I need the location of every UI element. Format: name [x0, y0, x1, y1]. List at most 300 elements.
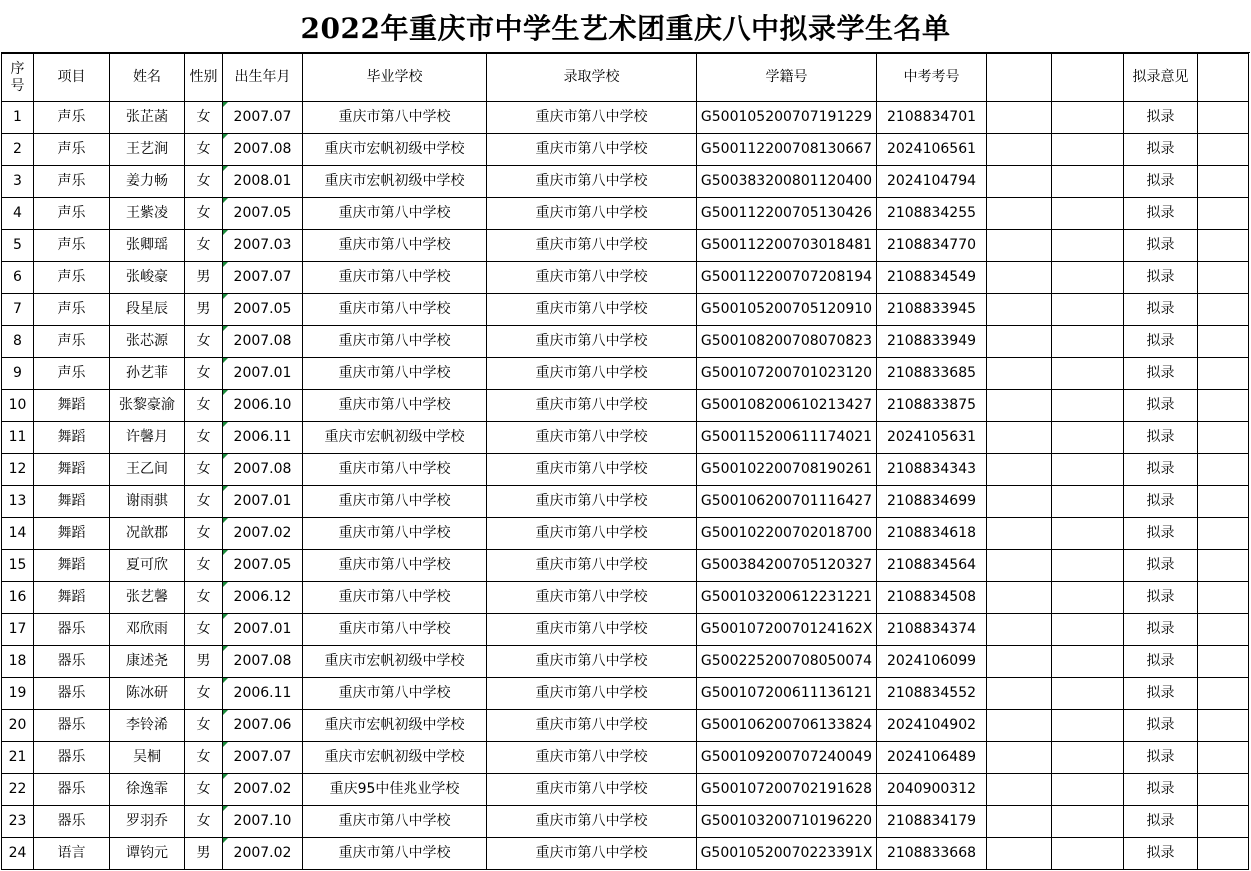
- cell-student-id[interactable]: G500102200708190261: [697, 454, 877, 486]
- cell-no[interactable]: 12: [2, 454, 34, 486]
- cell-name[interactable]: 王乙间: [110, 454, 185, 486]
- cell-empty-1[interactable]: [987, 614, 1052, 646]
- cell-project[interactable]: 舞蹈: [34, 550, 110, 582]
- cell-no[interactable]: 15: [2, 550, 34, 582]
- cell-exam-id[interactable]: 2108834770: [877, 230, 987, 262]
- cell-no[interactable]: 11: [2, 422, 34, 454]
- cell-empty-1[interactable]: [987, 774, 1052, 806]
- cell-student-id[interactable]: G500106200706133824: [697, 710, 877, 742]
- cell-birth[interactable]: 2007.06: [223, 710, 303, 742]
- cell-name[interactable]: 陈冰研: [110, 678, 185, 710]
- cell-empty-3[interactable]: [1198, 390, 1249, 422]
- cell-student-id[interactable]: G500109200707240049: [697, 742, 877, 774]
- cell-opinion[interactable]: 拟录: [1124, 102, 1198, 134]
- cell-gender[interactable]: 女: [185, 454, 223, 486]
- cell-exam-id[interactable]: 2024106489: [877, 742, 987, 774]
- cell-empty-3[interactable]: [1198, 294, 1249, 326]
- cell-empty-3[interactable]: [1198, 710, 1249, 742]
- cell-opinion[interactable]: 拟录: [1124, 646, 1198, 678]
- cell-empty-1[interactable]: [987, 358, 1052, 390]
- cell-empty-2[interactable]: [1052, 198, 1124, 230]
- header-cell-name[interactable]: 姓名: [110, 54, 185, 102]
- header-cell-gender[interactable]: 性别: [185, 54, 223, 102]
- cell-opinion[interactable]: 拟录: [1124, 326, 1198, 358]
- cell-student-id[interactable]: G500383200801120400: [697, 166, 877, 198]
- cell-empty-2[interactable]: [1052, 262, 1124, 294]
- header-cell-empty-2[interactable]: [1052, 54, 1124, 102]
- cell-name[interactable]: 许馨月: [110, 422, 185, 454]
- cell-grad-school[interactable]: 重庆市宏帆初级中学校: [303, 422, 487, 454]
- cell-birth[interactable]: 2007.08: [223, 454, 303, 486]
- cell-project[interactable]: 器乐: [34, 774, 110, 806]
- cell-empty-2[interactable]: [1052, 102, 1124, 134]
- cell-empty-2[interactable]: [1052, 550, 1124, 582]
- cell-admit-school[interactable]: 重庆市第八中学校: [487, 358, 697, 390]
- cell-birth[interactable]: 2007.08: [223, 134, 303, 166]
- cell-empty-1[interactable]: [987, 518, 1052, 550]
- cell-empty-3[interactable]: [1198, 102, 1249, 134]
- cell-no[interactable]: 1: [2, 102, 34, 134]
- cell-gender[interactable]: 女: [185, 166, 223, 198]
- cell-name[interactable]: 张艺馨: [110, 582, 185, 614]
- cell-exam-id[interactable]: 2108833949: [877, 326, 987, 358]
- cell-no[interactable]: 21: [2, 742, 34, 774]
- cell-empty-3[interactable]: [1198, 678, 1249, 710]
- cell-empty-1[interactable]: [987, 422, 1052, 454]
- header-cell-exam-id[interactable]: 中考考号: [877, 54, 987, 102]
- cell-admit-school[interactable]: 重庆市第八中学校: [487, 102, 697, 134]
- cell-project[interactable]: 舞蹈: [34, 486, 110, 518]
- cell-empty-3[interactable]: [1198, 358, 1249, 390]
- cell-empty-2[interactable]: [1052, 742, 1124, 774]
- cell-empty-3[interactable]: [1198, 422, 1249, 454]
- cell-gender[interactable]: 女: [185, 678, 223, 710]
- cell-empty-2[interactable]: [1052, 806, 1124, 838]
- cell-opinion[interactable]: 拟录: [1124, 806, 1198, 838]
- cell-exam-id[interactable]: 2108834179: [877, 806, 987, 838]
- cell-empty-1[interactable]: [987, 454, 1052, 486]
- cell-no[interactable]: 19: [2, 678, 34, 710]
- cell-opinion[interactable]: 拟录: [1124, 614, 1198, 646]
- cell-no[interactable]: 18: [2, 646, 34, 678]
- cell-exam-id[interactable]: 2108834508: [877, 582, 987, 614]
- cell-name[interactable]: 张黎豪渝: [110, 390, 185, 422]
- header-cell-empty-3[interactable]: [1198, 54, 1249, 102]
- cell-exam-id[interactable]: 2024106561: [877, 134, 987, 166]
- cell-gender[interactable]: 男: [185, 294, 223, 326]
- cell-grad-school[interactable]: 重庆市第八中学校: [303, 486, 487, 518]
- cell-gender[interactable]: 女: [185, 582, 223, 614]
- cell-empty-2[interactable]: [1052, 390, 1124, 422]
- cell-student-id[interactable]: G500112200708130667: [697, 134, 877, 166]
- cell-exam-id[interactable]: 2024104794: [877, 166, 987, 198]
- cell-empty-1[interactable]: [987, 582, 1052, 614]
- cell-grad-school[interactable]: 重庆市宏帆初级中学校: [303, 646, 487, 678]
- cell-opinion[interactable]: 拟录: [1124, 262, 1198, 294]
- cell-project[interactable]: 舞蹈: [34, 518, 110, 550]
- cell-admit-school[interactable]: 重庆市第八中学校: [487, 230, 697, 262]
- header-cell-project[interactable]: 项目: [34, 54, 110, 102]
- cell-project[interactable]: 器乐: [34, 806, 110, 838]
- cell-admit-school[interactable]: 重庆市第八中学校: [487, 326, 697, 358]
- cell-exam-id[interactable]: 2108834618: [877, 518, 987, 550]
- cell-no[interactable]: 17: [2, 614, 34, 646]
- cell-gender[interactable]: 女: [185, 774, 223, 806]
- cell-exam-id[interactable]: 2024106099: [877, 646, 987, 678]
- cell-gender[interactable]: 女: [185, 134, 223, 166]
- cell-gender[interactable]: 女: [185, 742, 223, 774]
- cell-opinion[interactable]: 拟录: [1124, 198, 1198, 230]
- cell-admit-school[interactable]: 重庆市第八中学校: [487, 294, 697, 326]
- cell-project[interactable]: 器乐: [34, 614, 110, 646]
- cell-empty-2[interactable]: [1052, 294, 1124, 326]
- header-cell-no[interactable]: [2, 54, 34, 102]
- cell-no[interactable]: 23: [2, 806, 34, 838]
- cell-project[interactable]: 声乐: [34, 358, 110, 390]
- cell-exam-id[interactable]: 2108834552: [877, 678, 987, 710]
- cell-project[interactable]: 声乐: [34, 294, 110, 326]
- cell-opinion[interactable]: 拟录: [1124, 518, 1198, 550]
- cell-admit-school[interactable]: 重庆市第八中学校: [487, 454, 697, 486]
- cell-gender[interactable]: 女: [185, 198, 223, 230]
- cell-empty-1[interactable]: [987, 390, 1052, 422]
- cell-name[interactable]: 夏可欣: [110, 550, 185, 582]
- cell-project[interactable]: 器乐: [34, 646, 110, 678]
- cell-no[interactable]: 4: [2, 198, 34, 230]
- cell-project[interactable]: 器乐: [34, 678, 110, 710]
- cell-name[interactable]: 吴桐: [110, 742, 185, 774]
- cell-student-id[interactable]: G500105200705120910: [697, 294, 877, 326]
- cell-project[interactable]: 声乐: [34, 262, 110, 294]
- header-cell-grad-school[interactable]: 毕业学校: [303, 54, 487, 102]
- cell-student-id[interactable]: G500103200612231221: [697, 582, 877, 614]
- cell-exam-id[interactable]: 2108833685: [877, 358, 987, 390]
- cell-opinion[interactable]: 拟录: [1124, 582, 1198, 614]
- cell-name[interactable]: 姜力畅: [110, 166, 185, 198]
- cell-empty-2[interactable]: [1052, 646, 1124, 678]
- cell-admit-school[interactable]: 重庆市第八中学校: [487, 742, 697, 774]
- cell-name[interactable]: 谭钧元: [110, 838, 185, 870]
- cell-empty-2[interactable]: [1052, 358, 1124, 390]
- cell-grad-school[interactable]: 重庆市第八中学校: [303, 454, 487, 486]
- cell-opinion[interactable]: 拟录: [1124, 550, 1198, 582]
- cell-name[interactable]: 李铃浠: [110, 710, 185, 742]
- cell-project[interactable]: 声乐: [34, 102, 110, 134]
- cell-project[interactable]: 器乐: [34, 742, 110, 774]
- cell-student-id[interactable]: G500102200702018700: [697, 518, 877, 550]
- cell-no[interactable]: 2: [2, 134, 34, 166]
- cell-empty-1[interactable]: [987, 134, 1052, 166]
- cell-gender[interactable]: 女: [185, 614, 223, 646]
- cell-project[interactable]: 声乐: [34, 326, 110, 358]
- cell-exam-id[interactable]: 2040900312: [877, 774, 987, 806]
- cell-empty-2[interactable]: [1052, 326, 1124, 358]
- cell-empty-1[interactable]: [987, 294, 1052, 326]
- cell-opinion[interactable]: 拟录: [1124, 390, 1198, 422]
- cell-empty-3[interactable]: [1198, 614, 1249, 646]
- cell-grad-school[interactable]: 重庆市第八中学校: [303, 518, 487, 550]
- cell-no[interactable]: 6: [2, 262, 34, 294]
- cell-empty-1[interactable]: [987, 230, 1052, 262]
- cell-opinion[interactable]: 拟录: [1124, 358, 1198, 390]
- cell-student-id[interactable]: G500225200708050074: [697, 646, 877, 678]
- cell-empty-3[interactable]: [1198, 742, 1249, 774]
- cell-student-id[interactable]: G500106200701116427: [697, 486, 877, 518]
- cell-exam-id[interactable]: 2108834343: [877, 454, 987, 486]
- cell-gender[interactable]: 女: [185, 486, 223, 518]
- cell-empty-3[interactable]: [1198, 198, 1249, 230]
- cell-empty-2[interactable]: [1052, 422, 1124, 454]
- cell-name[interactable]: 谢雨骐: [110, 486, 185, 518]
- cell-birth[interactable]: 2007.01: [223, 358, 303, 390]
- cell-empty-3[interactable]: [1198, 134, 1249, 166]
- cell-opinion[interactable]: 拟录: [1124, 134, 1198, 166]
- cell-birth[interactable]: 2007.02: [223, 518, 303, 550]
- cell-empty-3[interactable]: [1198, 582, 1249, 614]
- cell-gender[interactable]: 女: [185, 102, 223, 134]
- cell-opinion[interactable]: 拟录: [1124, 710, 1198, 742]
- cell-gender[interactable]: 男: [185, 646, 223, 678]
- cell-exam-id[interactable]: 2108834701: [877, 102, 987, 134]
- cell-opinion[interactable]: 拟录: [1124, 742, 1198, 774]
- cell-project[interactable]: 舞蹈: [34, 582, 110, 614]
- cell-no[interactable]: 5: [2, 230, 34, 262]
- cell-empty-1[interactable]: [987, 262, 1052, 294]
- cell-student-id[interactable]: G500115200611174021: [697, 422, 877, 454]
- cell-opinion[interactable]: 拟录: [1124, 838, 1198, 870]
- cell-student-id[interactable]: G500112200703018481: [697, 230, 877, 262]
- cell-empty-2[interactable]: [1052, 838, 1124, 870]
- cell-grad-school[interactable]: 重庆市宏帆初级中学校: [303, 166, 487, 198]
- cell-gender[interactable]: 女: [185, 358, 223, 390]
- cell-student-id[interactable]: G50010520070223391X: [697, 838, 877, 870]
- cell-grad-school[interactable]: 重庆市第八中学校: [303, 838, 487, 870]
- cell-student-id[interactable]: G500112200707208194: [697, 262, 877, 294]
- cell-opinion[interactable]: 拟录: [1124, 422, 1198, 454]
- cell-name[interactable]: 张芯源: [110, 326, 185, 358]
- cell-grad-school[interactable]: 重庆95中佳兆业学校: [303, 774, 487, 806]
- cell-birth[interactable]: 2007.07: [223, 262, 303, 294]
- cell-gender[interactable]: 女: [185, 806, 223, 838]
- cell-name[interactable]: 孙艺菲: [110, 358, 185, 390]
- cell-birth[interactable]: 2007.01: [223, 614, 303, 646]
- cell-gender[interactable]: 女: [185, 518, 223, 550]
- cell-birth[interactable]: 2007.03: [223, 230, 303, 262]
- cell-student-id[interactable]: G500108200610213427: [697, 390, 877, 422]
- cell-project[interactable]: 声乐: [34, 134, 110, 166]
- cell-empty-2[interactable]: [1052, 614, 1124, 646]
- cell-admit-school[interactable]: 重庆市第八中学校: [487, 774, 697, 806]
- cell-gender[interactable]: 男: [185, 838, 223, 870]
- cell-empty-2[interactable]: [1052, 582, 1124, 614]
- cell-grad-school[interactable]: 重庆市第八中学校: [303, 390, 487, 422]
- cell-grad-school[interactable]: 重庆市第八中学校: [303, 582, 487, 614]
- cell-grad-school[interactable]: 重庆市宏帆初级中学校: [303, 710, 487, 742]
- cell-gender[interactable]: 女: [185, 422, 223, 454]
- cell-name[interactable]: 罗羽乔: [110, 806, 185, 838]
- cell-birth[interactable]: 2006.11: [223, 422, 303, 454]
- cell-empty-3[interactable]: [1198, 646, 1249, 678]
- cell-no[interactable]: 10: [2, 390, 34, 422]
- cell-admit-school[interactable]: 重庆市第八中学校: [487, 582, 697, 614]
- cell-exam-id[interactable]: 2108833668: [877, 838, 987, 870]
- cell-exam-id[interactable]: 2108834374: [877, 614, 987, 646]
- cell-project[interactable]: 声乐: [34, 166, 110, 198]
- cell-admit-school[interactable]: 重庆市第八中学校: [487, 166, 697, 198]
- cell-admit-school[interactable]: 重庆市第八中学校: [487, 550, 697, 582]
- cell-empty-3[interactable]: [1198, 838, 1249, 870]
- cell-project[interactable]: 语言: [34, 838, 110, 870]
- cell-birth[interactable]: 2007.05: [223, 294, 303, 326]
- cell-grad-school[interactable]: 重庆市第八中学校: [303, 230, 487, 262]
- cell-grad-school[interactable]: 重庆市第八中学校: [303, 678, 487, 710]
- cell-birth[interactable]: 2007.10: [223, 806, 303, 838]
- cell-birth[interactable]: 2007.07: [223, 102, 303, 134]
- cell-grad-school[interactable]: 重庆市第八中学校: [303, 614, 487, 646]
- cell-opinion[interactable]: 拟录: [1124, 774, 1198, 806]
- cell-birth[interactable]: 2007.02: [223, 774, 303, 806]
- cell-birth[interactable]: 2007.05: [223, 550, 303, 582]
- cell-birth[interactable]: 2007.07: [223, 742, 303, 774]
- cell-no[interactable]: 16: [2, 582, 34, 614]
- cell-empty-2[interactable]: [1052, 710, 1124, 742]
- cell-project[interactable]: 声乐: [34, 198, 110, 230]
- cell-grad-school[interactable]: 重庆市第八中学校: [303, 550, 487, 582]
- cell-admit-school[interactable]: 重庆市第八中学校: [487, 198, 697, 230]
- cell-admit-school[interactable]: 重庆市第八中学校: [487, 518, 697, 550]
- cell-admit-school[interactable]: 重庆市第八中学校: [487, 390, 697, 422]
- cell-admit-school[interactable]: 重庆市第八中学校: [487, 646, 697, 678]
- cell-gender[interactable]: 女: [185, 550, 223, 582]
- cell-birth[interactable]: 2007.02: [223, 838, 303, 870]
- cell-gender[interactable]: 男: [185, 262, 223, 294]
- cell-no[interactable]: 7: [2, 294, 34, 326]
- header-cell-opinion[interactable]: 拟录意见: [1124, 54, 1198, 102]
- cell-project[interactable]: 舞蹈: [34, 390, 110, 422]
- cell-birth[interactable]: 2007.08: [223, 326, 303, 358]
- cell-no[interactable]: 24: [2, 838, 34, 870]
- cell-name[interactable]: 康述尧: [110, 646, 185, 678]
- cell-student-id[interactable]: G500108200708070823: [697, 326, 877, 358]
- cell-birth[interactable]: 2006.10: [223, 390, 303, 422]
- cell-empty-1[interactable]: [987, 646, 1052, 678]
- cell-exam-id[interactable]: 2108834564: [877, 550, 987, 582]
- cell-admit-school[interactable]: 重庆市第八中学校: [487, 486, 697, 518]
- cell-name[interactable]: 张芷菡: [110, 102, 185, 134]
- cell-empty-1[interactable]: [987, 678, 1052, 710]
- cell-exam-id[interactable]: 2108834549: [877, 262, 987, 294]
- cell-name[interactable]: 段星辰: [110, 294, 185, 326]
- cell-project[interactable]: 舞蹈: [34, 454, 110, 486]
- cell-empty-1[interactable]: [987, 166, 1052, 198]
- cell-grad-school[interactable]: 重庆市第八中学校: [303, 806, 487, 838]
- cell-empty-2[interactable]: [1052, 678, 1124, 710]
- cell-grad-school[interactable]: 重庆市第八中学校: [303, 102, 487, 134]
- cell-empty-3[interactable]: [1198, 166, 1249, 198]
- cell-student-id[interactable]: G500107200702191628: [697, 774, 877, 806]
- cell-empty-3[interactable]: [1198, 550, 1249, 582]
- cell-empty-3[interactable]: [1198, 262, 1249, 294]
- cell-empty-2[interactable]: [1052, 134, 1124, 166]
- cell-exam-id[interactable]: 2108833945: [877, 294, 987, 326]
- cell-name[interactable]: 张峻豪: [110, 262, 185, 294]
- cell-grad-school[interactable]: 重庆市宏帆初级中学校: [303, 742, 487, 774]
- cell-empty-2[interactable]: [1052, 230, 1124, 262]
- cell-birth[interactable]: 2007.01: [223, 486, 303, 518]
- cell-empty-1[interactable]: [987, 742, 1052, 774]
- cell-name[interactable]: 邓欣雨: [110, 614, 185, 646]
- cell-empty-1[interactable]: [987, 486, 1052, 518]
- cell-empty-1[interactable]: [987, 326, 1052, 358]
- cell-opinion[interactable]: 拟录: [1124, 294, 1198, 326]
- cell-empty-2[interactable]: [1052, 454, 1124, 486]
- cell-student-id[interactable]: G500107200611136121: [697, 678, 877, 710]
- cell-no[interactable]: 3: [2, 166, 34, 198]
- cell-gender[interactable]: 女: [185, 326, 223, 358]
- cell-birth[interactable]: 2006.11: [223, 678, 303, 710]
- cell-opinion[interactable]: 拟录: [1124, 678, 1198, 710]
- cell-grad-school[interactable]: 重庆市第八中学校: [303, 358, 487, 390]
- cell-grad-school[interactable]: 重庆市第八中学校: [303, 326, 487, 358]
- cell-empty-2[interactable]: [1052, 774, 1124, 806]
- cell-no[interactable]: 14: [2, 518, 34, 550]
- cell-opinion[interactable]: 拟录: [1124, 230, 1198, 262]
- cell-no[interactable]: 20: [2, 710, 34, 742]
- cell-birth[interactable]: 2007.08: [223, 646, 303, 678]
- cell-student-id[interactable]: G500112200705130426: [697, 198, 877, 230]
- cell-empty-3[interactable]: [1198, 518, 1249, 550]
- cell-admit-school[interactable]: 重庆市第八中学校: [487, 838, 697, 870]
- cell-exam-id[interactable]: 2024105631: [877, 422, 987, 454]
- cell-birth[interactable]: 2006.12: [223, 582, 303, 614]
- cell-no[interactable]: 8: [2, 326, 34, 358]
- cell-empty-3[interactable]: [1198, 326, 1249, 358]
- cell-birth[interactable]: 2008.01: [223, 166, 303, 198]
- cell-name[interactable]: 王艺涧: [110, 134, 185, 166]
- cell-empty-1[interactable]: [987, 550, 1052, 582]
- cell-name[interactable]: 徐逸霏: [110, 774, 185, 806]
- cell-grad-school[interactable]: 重庆市第八中学校: [303, 262, 487, 294]
- cell-grad-school[interactable]: 重庆市第八中学校: [303, 294, 487, 326]
- cell-exam-id[interactable]: 2108834699: [877, 486, 987, 518]
- cell-admit-school[interactable]: 重庆市第八中学校: [487, 422, 697, 454]
- cell-name[interactable]: 王紫凌: [110, 198, 185, 230]
- cell-gender[interactable]: 女: [185, 230, 223, 262]
- cell-name[interactable]: 张卿瑶: [110, 230, 185, 262]
- cell-student-id[interactable]: G500384200705120327: [697, 550, 877, 582]
- cell-exam-id[interactable]: 2108833875: [877, 390, 987, 422]
- cell-admit-school[interactable]: 重庆市第八中学校: [487, 710, 697, 742]
- cell-exam-id[interactable]: 2024104902: [877, 710, 987, 742]
- cell-no[interactable]: 22: [2, 774, 34, 806]
- cell-admit-school[interactable]: 重庆市第八中学校: [487, 806, 697, 838]
- cell-gender[interactable]: 女: [185, 710, 223, 742]
- cell-admit-school[interactable]: 重庆市第八中学校: [487, 134, 697, 166]
- cell-grad-school[interactable]: 重庆市宏帆初级中学校: [303, 134, 487, 166]
- cell-opinion[interactable]: 拟录: [1124, 486, 1198, 518]
- cell-empty-3[interactable]: [1198, 454, 1249, 486]
- cell-empty-3[interactable]: [1198, 806, 1249, 838]
- header-cell-empty-1[interactable]: [987, 54, 1052, 102]
- cell-project[interactable]: 声乐: [34, 230, 110, 262]
- cell-student-id[interactable]: G500105200707191229: [697, 102, 877, 134]
- cell-project[interactable]: 舞蹈: [34, 422, 110, 454]
- cell-student-id[interactable]: G500107200701023120: [697, 358, 877, 390]
- cell-empty-2[interactable]: [1052, 166, 1124, 198]
- cell-opinion[interactable]: 拟录: [1124, 166, 1198, 198]
- cell-opinion[interactable]: 拟录: [1124, 454, 1198, 486]
- cell-empty-1[interactable]: [987, 806, 1052, 838]
